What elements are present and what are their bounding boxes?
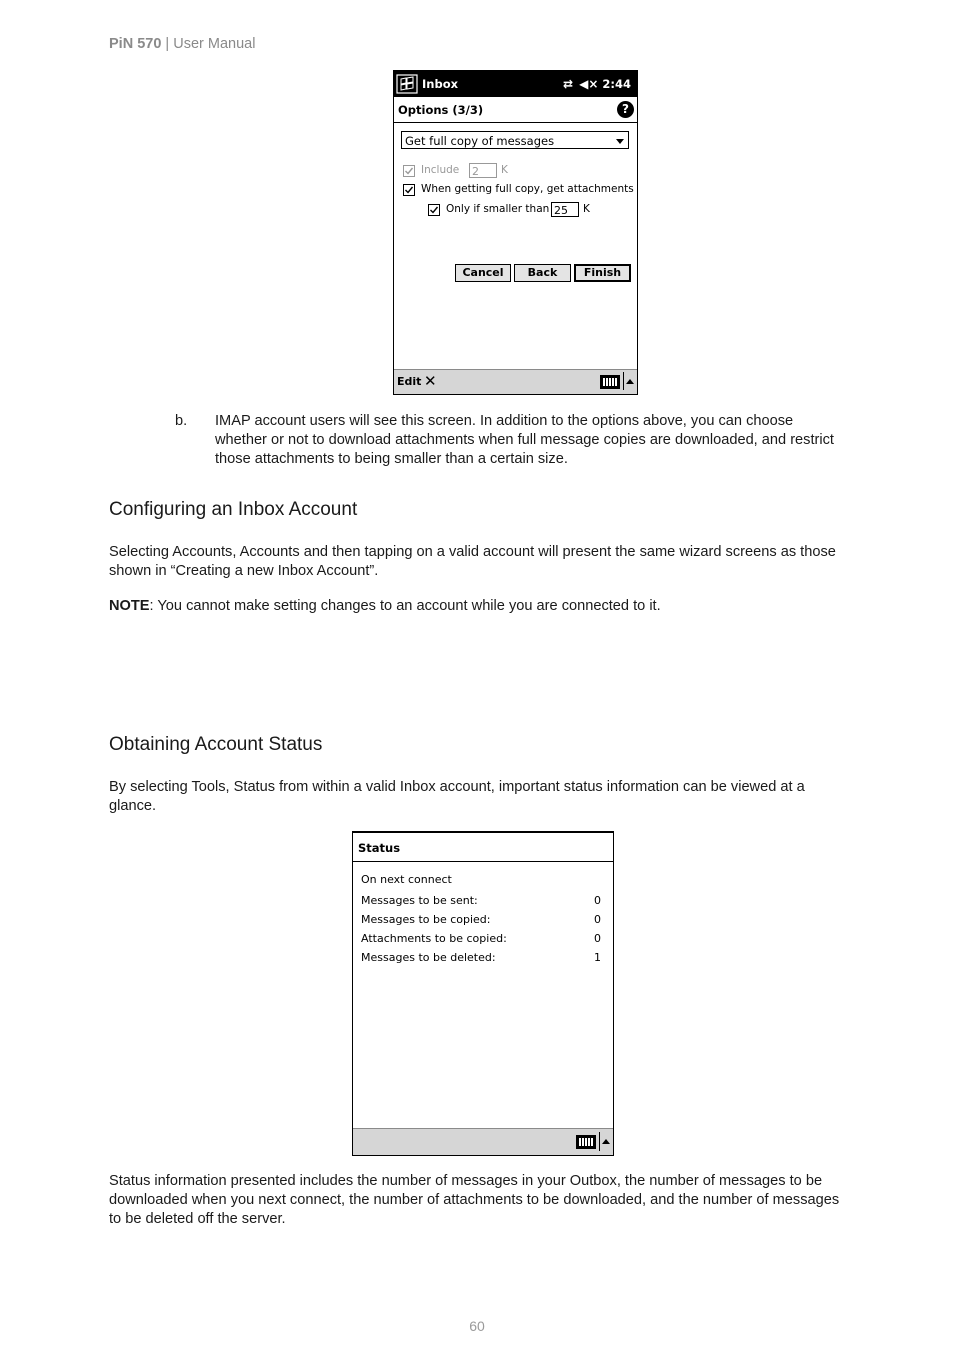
back-button[interactable]: Back xyxy=(514,264,571,282)
status-row-label: Messages to be sent: xyxy=(361,894,478,907)
note-paragraph xyxy=(109,597,849,616)
status-menu-bar xyxy=(353,1128,613,1155)
start-flag-icon[interactable] xyxy=(396,74,418,94)
inbox-options-screenshot xyxy=(393,70,638,395)
product-name: PiN 570 xyxy=(109,36,162,52)
dropdown-arrow-icon xyxy=(616,139,624,144)
list-item-marker: b. xyxy=(175,413,188,429)
edit-menu[interactable]: Edit xyxy=(397,375,422,388)
header-separator: | xyxy=(161,36,174,52)
status-row-value: 0 xyxy=(594,913,601,926)
include-label: Include xyxy=(421,164,460,176)
section-heading-status: Obtaining Account Status xyxy=(109,734,323,755)
delete-x-icon[interactable]: ✕ xyxy=(424,372,437,390)
status-row-label: Messages to be deleted: xyxy=(361,951,496,964)
app-title: Inbox xyxy=(422,77,459,91)
section-heading-configuring: Configuring an Inbox Account xyxy=(109,499,358,520)
keyboard-icon[interactable] xyxy=(600,375,620,389)
sip-up-arrow-icon[interactable] xyxy=(626,379,634,384)
sip-up-arrow-icon[interactable] xyxy=(602,1139,610,1144)
list-item-text: IMAP account users will see this screen. In addition to the options above, you can choose whether or not to download attachments when full message copies are downloaded, and restrict those attachments to being smaller than a certain size. xyxy=(215,413,834,467)
status-title-bar xyxy=(353,833,613,862)
include-size-input[interactable]: 2 xyxy=(469,163,497,178)
download-option-dropdown[interactable] xyxy=(401,131,629,149)
sip-divider xyxy=(599,1132,600,1151)
on-next-connect-label: On next connect xyxy=(361,873,452,886)
sip-divider xyxy=(623,372,624,390)
status-row-label: Messages to be copied: xyxy=(361,913,491,926)
page-header xyxy=(109,36,255,52)
connectivity-icon[interactable]: ⇄ xyxy=(563,77,574,91)
size-limit-input[interactable]: 25 xyxy=(551,202,579,217)
status-row xyxy=(361,932,601,948)
help-icon[interactable]: ? xyxy=(617,101,634,118)
status-row-value: 0 xyxy=(594,932,601,945)
options-header xyxy=(394,97,637,123)
status-screenshot xyxy=(352,831,614,1156)
status-row xyxy=(361,913,601,929)
size-limit-unit: K xyxy=(583,203,590,215)
size-limit-checkbox[interactable] xyxy=(428,204,440,216)
doc-title: User Manual xyxy=(173,36,256,52)
status-title: Status xyxy=(358,841,401,855)
keyboard-icon[interactable] xyxy=(576,1135,596,1149)
get-attachments-checkbox[interactable] xyxy=(403,184,415,196)
size-limit-label: Only if smaller than xyxy=(446,203,550,215)
include-unit: K xyxy=(501,164,508,176)
closing-paragraph: Status information presented includes the number of messages in your Outbox, the number of messages to be downloaded when you next connect, the number of attachments to be downloaded, and the number of messages to be deleted off the server. xyxy=(109,1173,840,1227)
section-paragraph-configuring: Selecting Accounts, Accounts and then tapping on a valid account will present the same wizard screens as those shown in “Creating a new Inbox Account”. xyxy=(109,544,836,579)
status-row-value: 0 xyxy=(594,894,601,907)
options-title: Options (3/3) xyxy=(398,102,484,117)
status-row-value: 1 xyxy=(594,951,601,964)
finish-button[interactable]: Finish xyxy=(574,264,631,282)
title-bar xyxy=(394,71,637,97)
status-row-label: Attachments to be copied: xyxy=(361,932,507,945)
cancel-button[interactable]: Cancel xyxy=(455,264,511,282)
page-number: 60 xyxy=(469,1318,485,1334)
status-row xyxy=(361,951,601,967)
note-label: NOTE xyxy=(109,598,150,614)
section-paragraph-status: By selecting Tools, Status from within a valid Inbox account, important status information can be viewed at a glance. xyxy=(109,779,805,814)
volume-icon[interactable]: ◀× xyxy=(579,77,599,91)
clock-text[interactable]: 2:44 xyxy=(602,77,631,91)
status-row xyxy=(361,894,601,910)
get-attachments-label: When getting full copy, get attachments xyxy=(421,183,634,195)
dropdown-value: Get full copy of messages xyxy=(405,134,555,148)
menu-bar xyxy=(394,369,637,394)
include-checkbox[interactable] xyxy=(403,165,415,177)
note-text: : You cannot make setting changes to an account while you are connected to it. xyxy=(149,598,661,614)
